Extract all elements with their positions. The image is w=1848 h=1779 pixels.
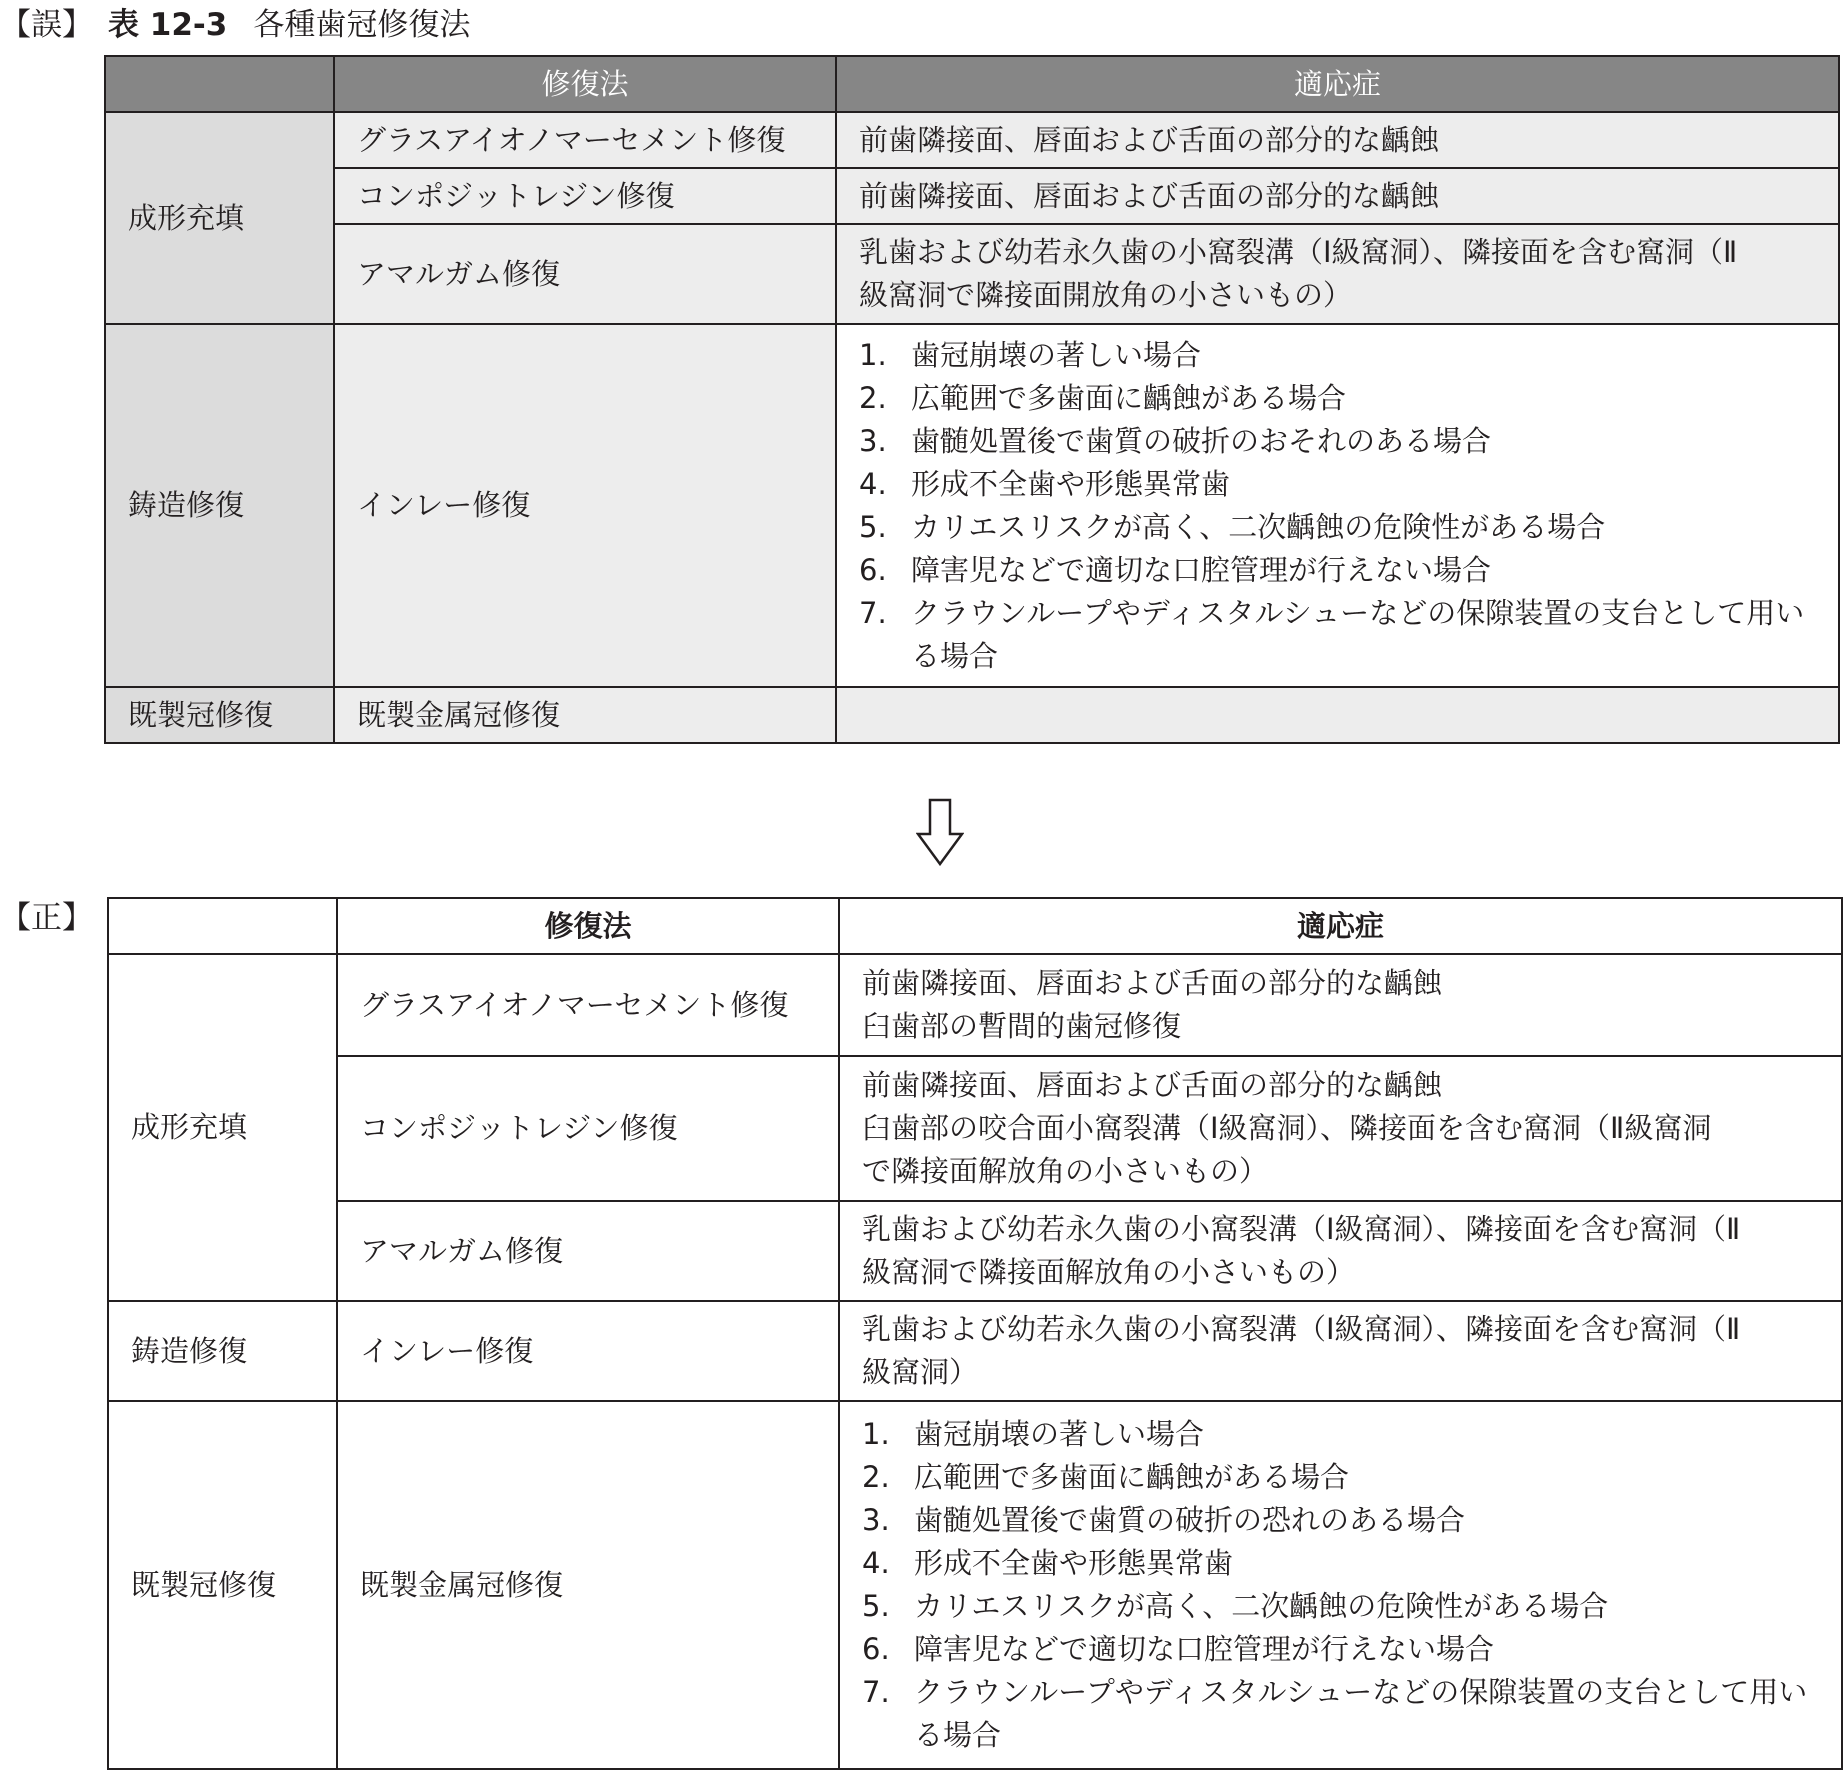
header-indication: 適応症 bbox=[839, 898, 1842, 954]
table-row bbox=[108, 1401, 1842, 1769]
method-amalgam: アマルガム修復 bbox=[334, 224, 836, 324]
list-item bbox=[859, 334, 1816, 377]
header-method: 修復法 bbox=[334, 56, 836, 112]
indication-line: で隣接面解放角の小さいもの） bbox=[862, 1154, 1269, 1188]
item-text: カリエスリスクが高く、二次齲蝕の危険性がある場合 bbox=[914, 1589, 1609, 1623]
indication-glass: 前歯隣接面、唇面および舌面の部分的な齲蝕 bbox=[836, 112, 1839, 168]
list-item bbox=[862, 1671, 1819, 1757]
method-ready: 既製金属冠修復 bbox=[334, 687, 836, 743]
indication-ready bbox=[836, 687, 1839, 743]
indication-list bbox=[862, 1413, 1819, 1757]
indication-line: 前歯隣接面、唇面および舌面の部分的な齲蝕 bbox=[862, 966, 1443, 1000]
item-text: 歯冠崩壊の著しい場合 bbox=[911, 337, 1202, 372]
item-number: 2. bbox=[859, 380, 887, 415]
item-text: カリエスリスクが高く、二次齲蝕の危険性がある場合 bbox=[911, 509, 1606, 544]
list-item bbox=[862, 1413, 1819, 1456]
table-number: 表 12-3 bbox=[108, 7, 228, 43]
table-row bbox=[105, 324, 1839, 687]
header-indication: 適応症 bbox=[836, 56, 1839, 112]
wrong-table bbox=[104, 55, 1840, 744]
list-item bbox=[862, 1499, 1819, 1542]
method-glass: グラスアイオノマーセメント修復 bbox=[334, 112, 836, 168]
table-row bbox=[108, 1301, 1842, 1401]
header-empty bbox=[108, 898, 337, 954]
indication-line: 乳歯および幼若永久歯の小窩裂溝（Ⅰ級窩洞）、隣接面を含む窩洞（Ⅱ bbox=[862, 1212, 1741, 1246]
indication-ready bbox=[839, 1401, 1842, 1769]
indication-composite bbox=[839, 1056, 1842, 1201]
list-item bbox=[859, 549, 1816, 592]
list-item bbox=[859, 420, 1816, 463]
table-row bbox=[105, 224, 1839, 324]
down-arrow-icon bbox=[916, 798, 964, 866]
category-casting: 鋳造修復 bbox=[105, 324, 334, 687]
category-ready: 既製冠修復 bbox=[105, 687, 334, 743]
item-number: 5. bbox=[862, 1589, 890, 1623]
item-text: 歯髄処置後で歯質の破折のおそれのある場合 bbox=[911, 423, 1492, 458]
correct-marker: 【正】 bbox=[0, 900, 93, 936]
indication-line: 臼歯部の咬合面小窩裂溝（Ⅰ級窩洞）、隣接面を含む窩洞（Ⅱ級窩洞 bbox=[862, 1111, 1712, 1145]
indication-line: 乳歯および幼若永久歯の小窩裂溝（Ⅰ級窩洞）、隣接面を含む窩洞（Ⅱ bbox=[859, 235, 1738, 269]
item-text: クラウンループやディスタルシューなどの保隙装置の支台として用いる場合 bbox=[914, 1675, 1808, 1752]
indication-line: 級窩洞で隣接面解放角の小さいもの） bbox=[862, 1255, 1356, 1289]
category-forming: 成形充填 bbox=[108, 954, 337, 1301]
method-composite: コンポジットレジン修復 bbox=[334, 168, 836, 224]
table-row bbox=[108, 1056, 1842, 1201]
list-item bbox=[862, 1628, 1819, 1671]
item-number: 6. bbox=[859, 552, 887, 587]
item-text: 障害児などで適切な口腔管理が行えない場合 bbox=[911, 552, 1492, 587]
list-item bbox=[859, 463, 1816, 506]
item-text: 広範囲で多歯面に齲蝕がある場合 bbox=[911, 380, 1347, 415]
item-text: 形成不全歯や形態異常歯 bbox=[911, 466, 1231, 501]
table-title bbox=[108, 5, 470, 45]
indication-amalgam bbox=[839, 1201, 1842, 1301]
item-number: 7. bbox=[862, 1675, 890, 1709]
item-text: 歯髄処置後で歯質の破折の恐れのある場合 bbox=[914, 1503, 1466, 1537]
item-number: 1. bbox=[859, 337, 887, 372]
header-method: 修復法 bbox=[337, 898, 839, 954]
method-ready: 既製金属冠修復 bbox=[337, 1401, 839, 1769]
header-empty bbox=[105, 56, 334, 112]
list-item bbox=[859, 592, 1816, 678]
method-composite: コンポジットレジン修復 bbox=[337, 1056, 839, 1201]
item-text: クラウンループやディスタルシューなどの保隙装置の支台として用いる場合 bbox=[911, 595, 1805, 673]
indication-line: 臼歯部の暫間的歯冠修復 bbox=[862, 1009, 1182, 1043]
item-number: 6. bbox=[862, 1632, 890, 1666]
list-item bbox=[862, 1585, 1819, 1628]
method-amalgam: アマルガム修復 bbox=[337, 1201, 839, 1301]
indication-glass bbox=[839, 954, 1842, 1056]
category-forming: 成形充填 bbox=[105, 112, 334, 324]
list-item bbox=[862, 1456, 1819, 1499]
indication-inlay bbox=[839, 1301, 1842, 1401]
table-row bbox=[105, 168, 1839, 224]
indication-composite: 前歯隣接面、唇面および舌面の部分的な齲蝕 bbox=[836, 168, 1839, 224]
item-number: 2. bbox=[862, 1460, 890, 1494]
item-number: 4. bbox=[859, 466, 887, 501]
header-row bbox=[108, 898, 1842, 954]
item-text: 障害児などで適切な口腔管理が行えない場合 bbox=[914, 1632, 1495, 1666]
indication-amalgam bbox=[836, 224, 1839, 324]
category-ready: 既製冠修復 bbox=[108, 1401, 337, 1769]
list-item bbox=[859, 377, 1816, 420]
indication-line: 乳歯および幼若永久歯の小窩裂溝（Ⅰ級窩洞）、隣接面を含む窩洞（Ⅱ bbox=[862, 1312, 1741, 1346]
indication-list bbox=[859, 334, 1816, 678]
item-text: 形成不全歯や形態異常歯 bbox=[914, 1546, 1234, 1580]
item-text: 広範囲で多歯面に齲蝕がある場合 bbox=[914, 1460, 1350, 1494]
indication-inlay bbox=[836, 324, 1839, 687]
table-title-text: 各種歯冠修復法 bbox=[253, 7, 471, 43]
method-inlay: インレー修復 bbox=[337, 1301, 839, 1401]
item-number: 5. bbox=[859, 509, 887, 544]
table-row bbox=[105, 112, 1839, 168]
item-number: 3. bbox=[859, 423, 887, 458]
table-row bbox=[108, 1201, 1842, 1301]
header-row bbox=[105, 56, 1839, 112]
indication-line: 級窩洞で隣接面開放角の小さいもの） bbox=[859, 278, 1353, 312]
correct-table bbox=[107, 897, 1843, 1770]
method-glass: グラスアイオノマーセメント修復 bbox=[337, 954, 839, 1056]
category-casting: 鋳造修復 bbox=[108, 1301, 337, 1401]
method-inlay: インレー修復 bbox=[334, 324, 836, 687]
item-number: 1. bbox=[862, 1417, 890, 1451]
list-item bbox=[862, 1542, 1819, 1585]
item-number: 4. bbox=[862, 1546, 890, 1580]
indication-line: 前歯隣接面、唇面および舌面の部分的な齲蝕 bbox=[862, 1068, 1443, 1102]
table-row bbox=[105, 687, 1839, 743]
wrong-marker: 【誤】 bbox=[0, 7, 93, 43]
table-row bbox=[108, 954, 1842, 1056]
list-item bbox=[859, 506, 1816, 549]
item-text: 歯冠崩壊の著しい場合 bbox=[914, 1417, 1205, 1451]
indication-line: 級窩洞） bbox=[862, 1355, 979, 1389]
item-number: 3. bbox=[862, 1503, 890, 1537]
item-number: 7. bbox=[859, 595, 887, 630]
